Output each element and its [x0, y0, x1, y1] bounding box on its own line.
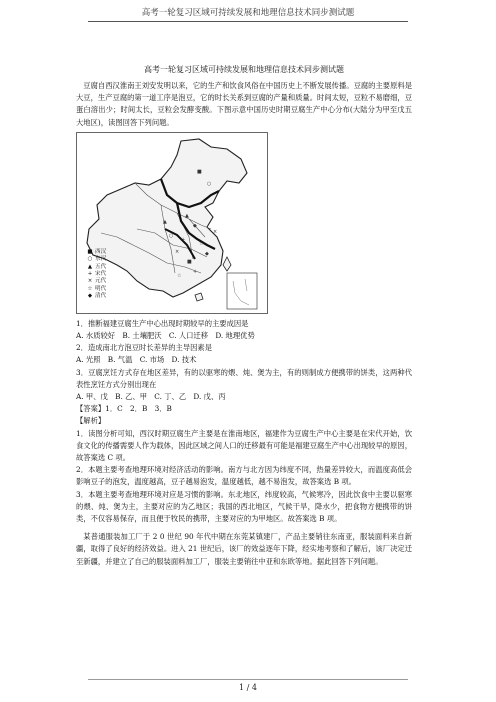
legend-symbol: +	[87, 271, 93, 278]
legend-label: 西汉	[95, 248, 107, 255]
legend-symbol: ■	[87, 248, 93, 255]
legend-item	[85, 264, 106, 271]
footer-rule	[88, 679, 408, 680]
question-1-options: A. 水质较好 B. 土壤肥沃 C. 人口迁移 D. 地理优势	[76, 331, 255, 341]
question-1: 1．推断福建豆腐生产中心出现时期较早的主要成因是	[76, 318, 249, 328]
legend-label: 宋代	[95, 271, 107, 278]
legend-label: 五代	[95, 263, 107, 270]
legend-item	[85, 278, 106, 285]
analysis-2: 2．本题主要考查地理环境对经济活动的影响。南方与北方因为纬度不同，热量差异较大，而温度高低会影响豆子的泡发，温度越高，豆子越易泡发，温度越低，越不易泡发，故答案选 B 项。	[76, 465, 412, 487]
legend-symbol: ◆	[87, 293, 93, 300]
question-2-options: A. 光照 B. 气温 C. 市场 D. 技术	[76, 355, 197, 365]
svg-text:+: +	[193, 268, 198, 275]
svg-text:☆: ☆	[199, 240, 204, 247]
legend-symbol: ▲	[87, 263, 93, 270]
legend-symbol: ☆	[87, 285, 93, 292]
svg-text:☆: ☆	[177, 272, 182, 279]
analysis-label: 【解析】	[76, 416, 106, 426]
svg-text:▲: ▲	[163, 218, 167, 225]
legend-label: 元代	[95, 278, 107, 285]
legend-label: 清代	[95, 293, 107, 300]
svg-text:×: ×	[213, 228, 218, 235]
svg-text:○: ○	[169, 232, 174, 239]
svg-text:◆: ◆	[193, 222, 197, 229]
analysis-1: 1．读图分析可知，西汉时期豆腐生产主要是在淮南地区，福建作为豆腐生产中心主要是在宋代开始，饮食文化的传播需要人作为载体，因此区域之间人口的迁移最有可能是福建豆腐生产中心出现较早的原因，故答案选 C 项。	[76, 428, 412, 463]
legend-item	[85, 293, 106, 300]
svg-text:■: ■	[197, 168, 202, 175]
answer-line: 【答案】1．C 2．B 3．B	[76, 404, 172, 414]
analysis-3: 3．本题主要考查地理环境对应是习惯的影响。东北地区，纬度较高，气候寒冷，因此饮食中主要以驱寒的煨、炖、煲为主，主要对应的为乙地区；我国的西北地区，气候干旱，降水少，把食物方便携带的饼类，不仅容易保存，而且便于牧民的携带，主要对应的为甲地区。故答案选 B 项。	[76, 489, 412, 524]
question-2: 2．造成南北方泡豆时长差异的主导因素是	[76, 343, 212, 353]
question-3: 3．豆腐烹饪方式存在地区差异，有的以驱寒的煨、炖、煲为主，有的则制成方便携带的饼类，这两种代表性烹饪方式分别出现在	[76, 367, 412, 389]
page-number: 1 / 4	[239, 683, 257, 692]
svg-text:◆: ◆	[205, 250, 209, 257]
intro-paragraph: 豆腐自西汉淮南王刘安发明以来，它的生产和饮食风俗在中国历史上不断发展传播。豆腐的主要原料是大豆，生产豆腐的第一道工序是泡豆，它的时长关系到豆腐的产量和质量。时间太短，豆粒不易磨细，豆蛋白溶出少；时间太长，豆粒会发酵变酸。下图示意中国历史时期豆腐生产中心分布(大陆分为甲至戊五大地区)，读图回答下列问题。	[76, 81, 412, 127]
legend-label: 明代	[95, 285, 107, 292]
document-body	[76, 64, 412, 568]
svg-text:■: ■	[187, 258, 192, 265]
china-map-figure	[76, 132, 268, 314]
svg-text:▲: ▲	[185, 212, 189, 219]
map-legend	[85, 249, 106, 301]
legend-item	[85, 256, 106, 263]
svg-text:×: ×	[175, 248, 180, 255]
legend-label: 东汉	[95, 256, 107, 263]
question-3-options: A. 甲、戊 B. 乙、甲 C. 丁、乙 D. 戊、丙	[76, 392, 226, 402]
running-header: 高考一轮复习区域可持续发展和地理信息技术同步测试题	[88, 6, 408, 22]
document-title: 高考一轮复习区域可持续发展和地理信息技术同步测试题	[144, 65, 344, 74]
svg-text:○: ○	[207, 180, 212, 187]
svg-text:+: +	[181, 236, 186, 243]
legend-symbol: ○	[87, 256, 93, 263]
legend-symbol: ×	[87, 278, 93, 285]
next-passage: 某普通服装加工厂于 2 0 世纪 90 年代中期在东莞某镇建厂，产品主要销往东南亚，服装面料来自新疆，取得了良好的经济效益。进入 21 世纪后，该厂的效益逐年下降，经实地考察和了解后，该厂决定迁至新疆，并建立了自己的服装面料加工厂，服装主要销往中亚和东欧等地。据此回答下列问题。	[76, 532, 412, 566]
